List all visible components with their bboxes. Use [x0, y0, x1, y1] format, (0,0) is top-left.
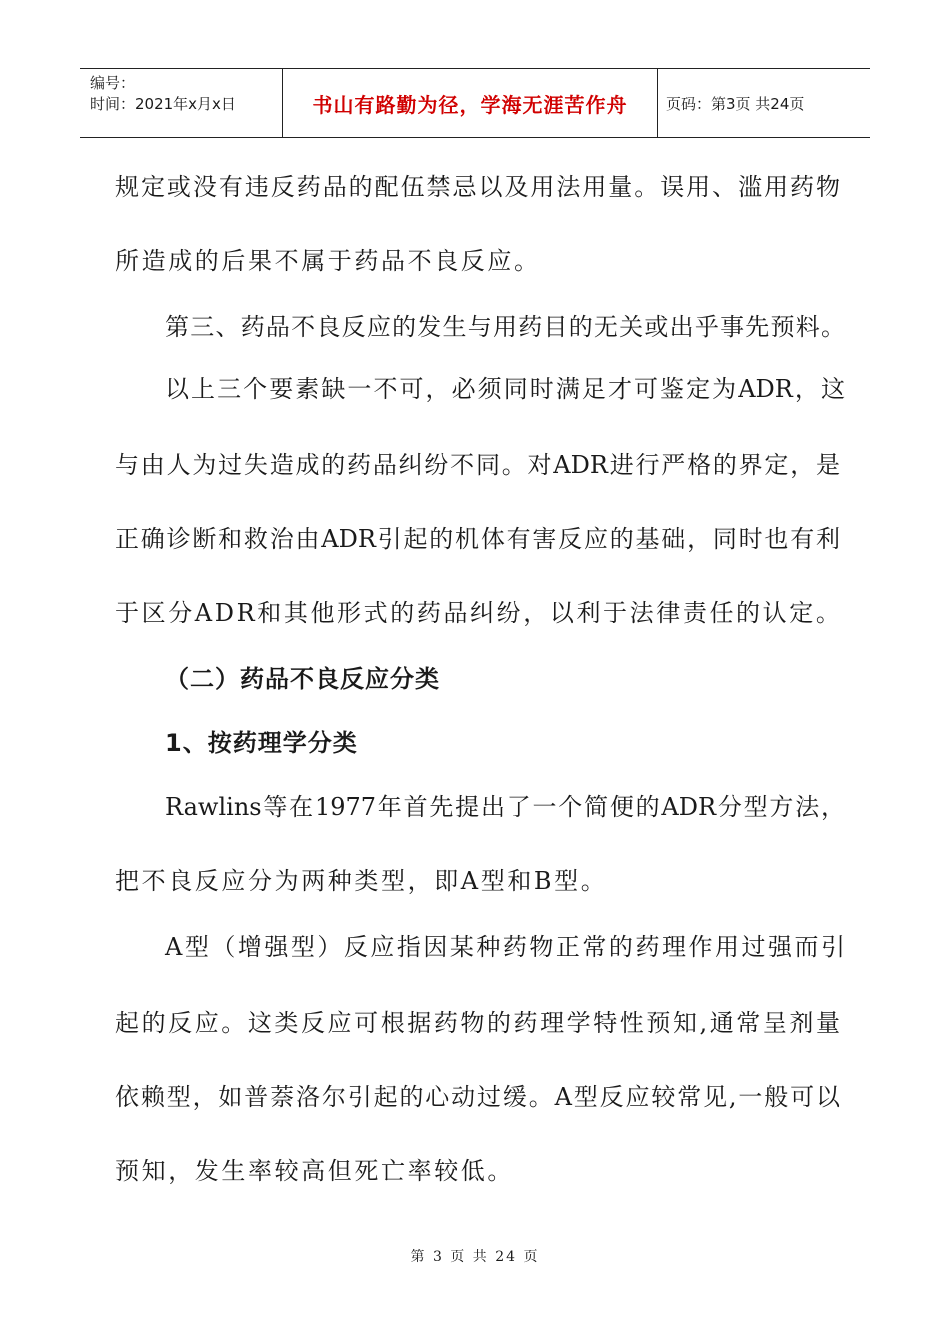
paragraph-line: 与由人为过失造成的药品纠纷不同。对ADR进行严格的界定，是: [115, 451, 840, 479]
subsection-heading: 1、按药理学分类: [165, 729, 358, 757]
page-footer: 第 3 页 共 24 页: [410, 1249, 540, 1265]
paragraph-line: 于区分ADR和其他形式的药品纠纷，以利于法律责任的认定。: [115, 599, 843, 627]
page-header: [80, 68, 870, 138]
paragraph-line: 把不良反应分为两种类型，即A型和B型。: [115, 867, 608, 895]
paragraph-line: 预知，发生率较高但死亡率较低。: [115, 1157, 514, 1185]
paragraph-line: 第三、药品不良反应的发生与用药目的无关或出乎事先预料。: [165, 313, 845, 341]
paragraph-line: Rawlins等在1977年首先提出了一个简便的ADR分型方法，: [165, 793, 845, 821]
paragraph-line: 依赖型，如普萘洛尔引起的心动过缓。A型反应较常见,一般可以: [115, 1083, 840, 1111]
motto-text: 书山有路勤为径，学海无涯苦作舟: [312, 92, 628, 117]
paragraph-line: 正确诊断和救治由ADR引起的机体有害反应的基础，同时也有利: [115, 525, 840, 553]
paragraph-line: 以上三个要素缺一不可，必须同时满足才可鉴定为ADR，这: [165, 375, 845, 403]
paragraph-line: 起的反应。这类反应可根据药物的药理学特性预知,通常呈剂量: [115, 1009, 840, 1037]
header-meta: [80, 69, 283, 137]
paragraph-line: 规定或没有违反药品的配伍禁忌以及用法用量。误用、滥用药物: [115, 173, 840, 201]
paragraph-line: A型（增强型）反应指因某种药物正常的药理作用过强而引: [165, 933, 845, 961]
document-date: 时间：2021年x月x日: [90, 95, 236, 113]
document-number: 编号：: [90, 74, 136, 92]
section-heading: （二）药品不良反应分类: [165, 665, 440, 693]
page-info-text: 页码：第3页 共24页: [666, 94, 805, 113]
header-motto: [283, 69, 658, 137]
header-page-info: [658, 69, 870, 137]
paragraph-line: 所造成的后果不属于药品不良反应。: [115, 247, 541, 275]
